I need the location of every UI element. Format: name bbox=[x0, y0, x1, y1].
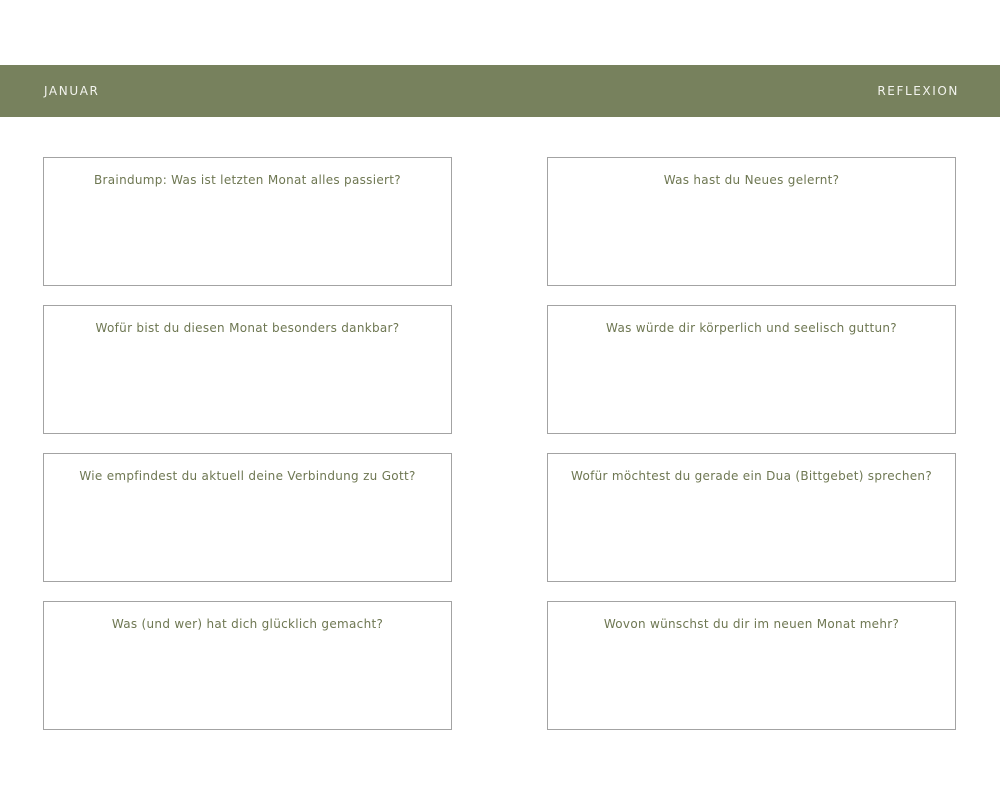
prompt-box-braindump[interactable] bbox=[43, 157, 452, 286]
prompt-label: Wovon wünschst du dir im neuen Monat mehr? bbox=[603, 617, 900, 631]
prompt-box-gratitude[interactable] bbox=[43, 305, 452, 434]
prompt-box-happiness[interactable] bbox=[43, 601, 452, 730]
prompt-box-wellbeing[interactable] bbox=[547, 305, 956, 434]
prompt-box-connection[interactable] bbox=[43, 453, 452, 582]
prompt-label: Wofür bist du diesen Monat besonders dankbar? bbox=[95, 321, 400, 335]
month-title: JANUAR bbox=[44, 84, 100, 98]
prompt-box-wishes[interactable] bbox=[547, 601, 956, 730]
prompt-label: Wofür möchtest du gerade ein Dua (Bittgebet) sprechen? bbox=[570, 469, 932, 483]
prompt-label: Was (und wer) hat dich glücklich gemacht? bbox=[111, 617, 384, 631]
prompt-box-learned[interactable] bbox=[547, 157, 956, 286]
prompt-label: Was hast du Neues gelernt? bbox=[663, 173, 840, 187]
prompt-label: Braindump: Was ist letzten Monat alles passiert? bbox=[94, 173, 401, 187]
header-band bbox=[0, 65, 1000, 117]
section-title: REFLEXION bbox=[877, 84, 959, 98]
prompt-label: Was würde dir körperlich und seelisch guttun? bbox=[606, 321, 897, 335]
prompt-box-dua[interactable] bbox=[547, 453, 956, 582]
prompt-label: Wie empfindest du aktuell deine Verbindung zu Gott? bbox=[79, 469, 416, 483]
